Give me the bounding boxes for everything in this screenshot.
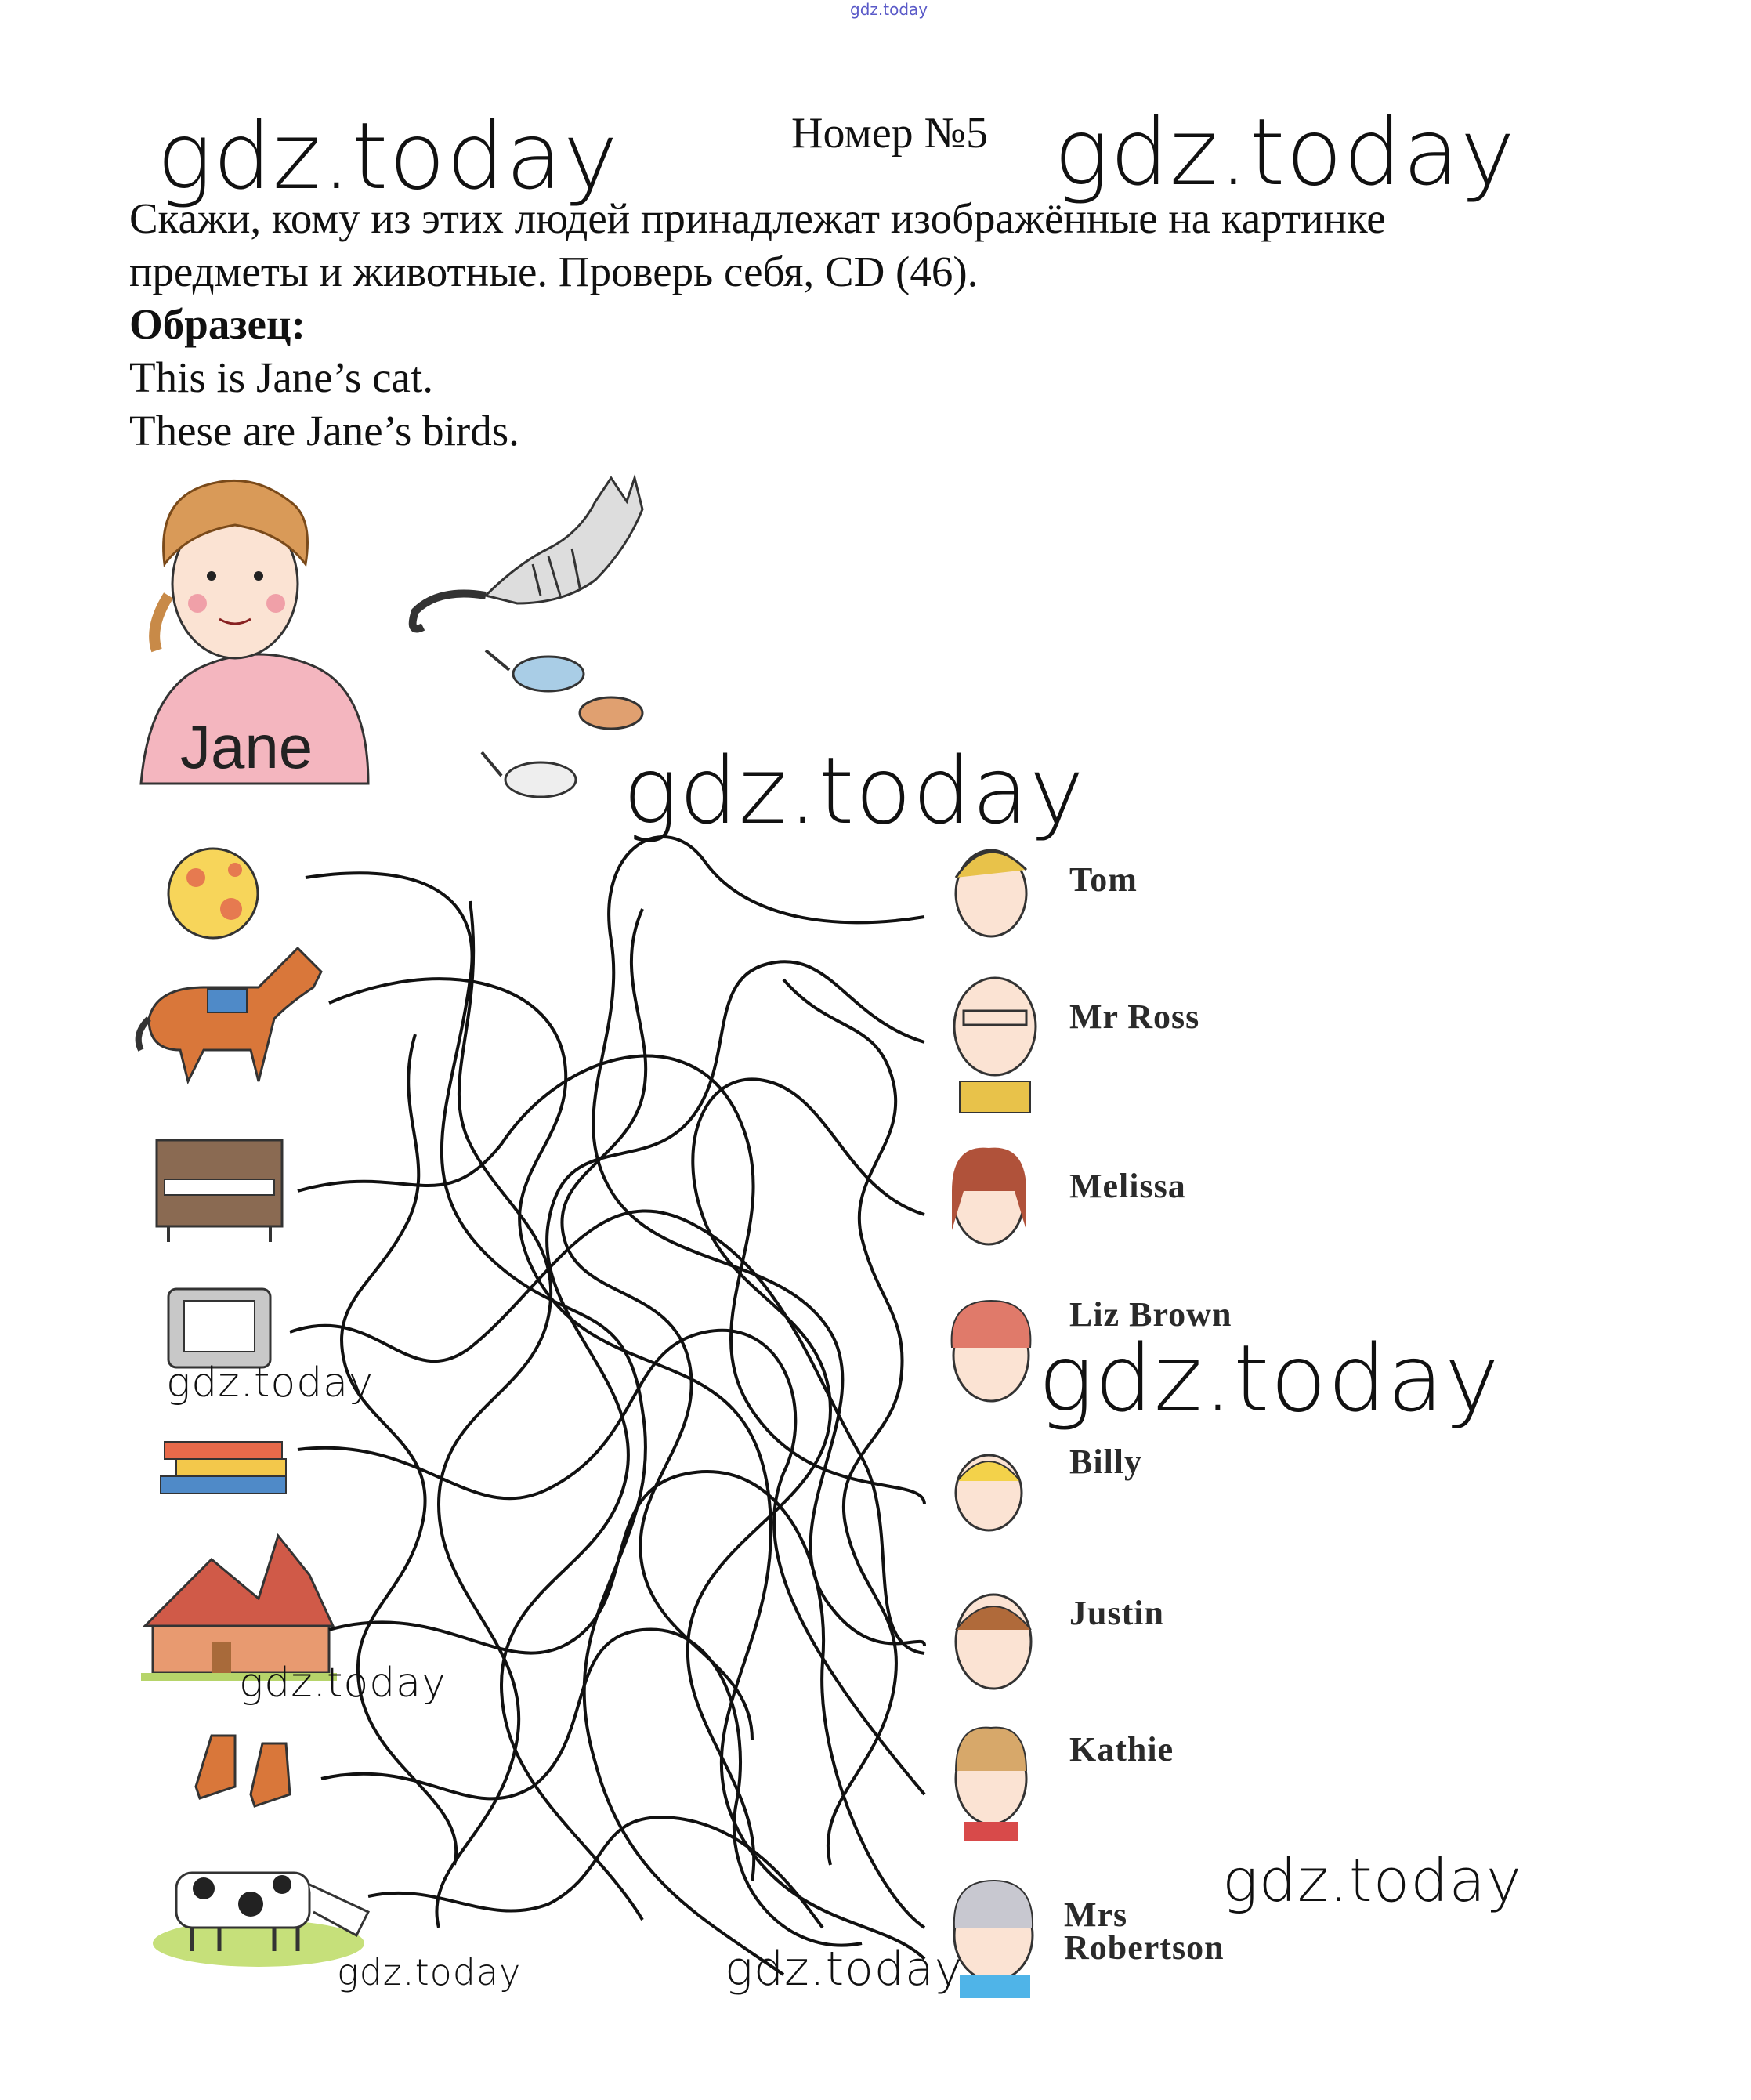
sample-line: This is Jane’s cat.: [129, 353, 433, 401]
watermark: gdz.today: [1038, 1324, 1500, 1432]
watermark: gdz.today: [623, 737, 1085, 845]
watermark: gdz.today: [157, 102, 619, 210]
person-name: Tom: [1069, 860, 1138, 899]
liz-brown-avatar: [952, 1301, 1031, 1401]
watermark: gdz.today: [725, 1942, 964, 1997]
person-name: Robertson: [1064, 1928, 1225, 1967]
justin-avatar: [956, 1595, 1031, 1689]
billy-avatar: [956, 1455, 1022, 1530]
watermark: gdz.today: [1054, 98, 1516, 206]
watermark: gdz.today: [239, 1660, 447, 1707]
sample-label: Образец:: [129, 300, 306, 348]
tom-avatar: [956, 850, 1026, 936]
watermark: gdz.today: [337, 1951, 522, 1993]
mrs-robertson-avatar: [954, 1881, 1033, 1998]
person-name: Billy: [1069, 1443, 1143, 1481]
header-watermark: gdz.today: [850, 0, 928, 19]
task-text: Скажи, кому из этих людей принадлежат изображённые на картинке предметы и животные. Проверь себя, CD (46).: [129, 194, 1386, 295]
person-name: Mrs: [1064, 1895, 1128, 1934]
person-name: Mr Ross: [1069, 998, 1200, 1036]
mr-ross-avatar: [954, 978, 1036, 1113]
watermark: gdz.today: [166, 1360, 374, 1407]
kathie-avatar: [956, 1728, 1026, 1841]
sample-line: These are Jane’s birds.: [129, 407, 519, 454]
jane-label: Jane: [180, 712, 313, 781]
person-name: Melissa: [1069, 1167, 1186, 1205]
watermark: gdz.today: [1222, 1845, 1522, 1915]
person-name: Liz Brown: [1069, 1295, 1232, 1334]
person-name: Kathie: [1069, 1730, 1174, 1769]
person-name: Justin: [1069, 1594, 1164, 1632]
melissa-avatar: [952, 1148, 1026, 1244]
page-title: Номер №5: [791, 109, 989, 158]
